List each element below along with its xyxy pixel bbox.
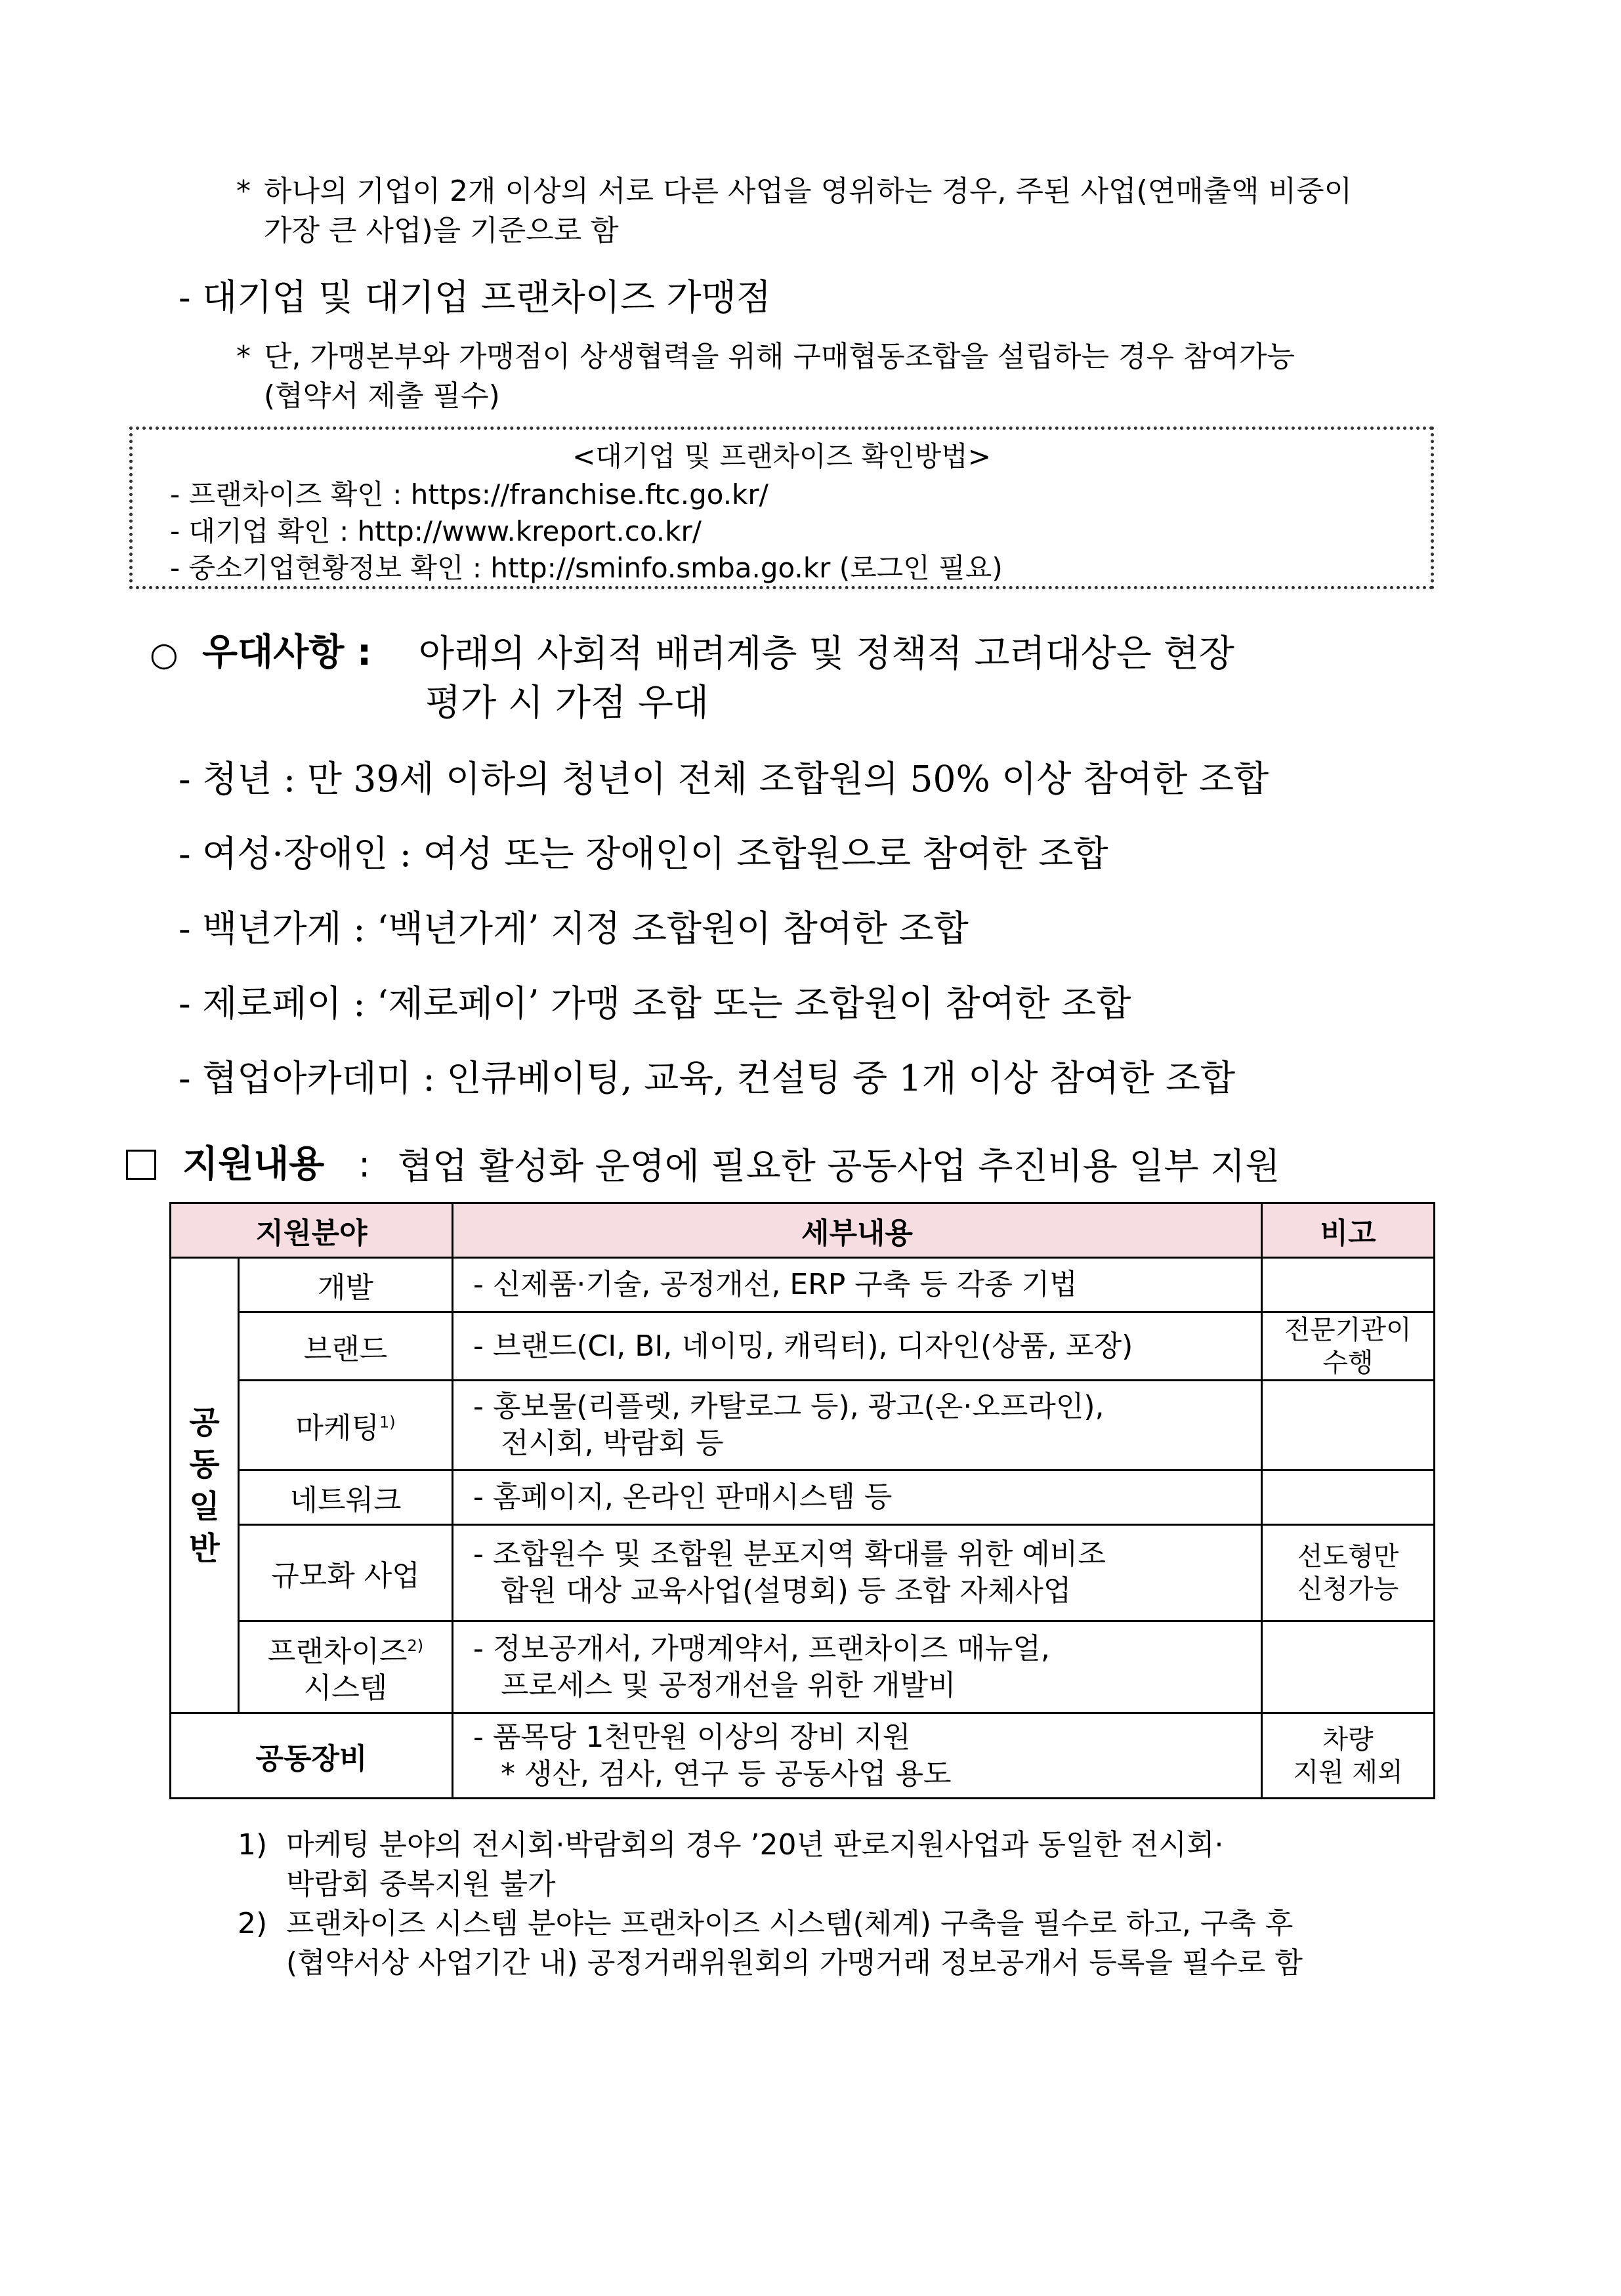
note-cell: [1262, 1258, 1435, 1312]
detail-line: - 브랜드(CI, BI, 네이밍, 캐릭터), 디자인(상품, 포장): [473, 1329, 1133, 1363]
detail-cell: [453, 1621, 1262, 1713]
preference-item-centennial-store: - 백년가게 : ‘백년가게’ 지정 조합원이 참여한 조합: [179, 908, 969, 950]
group-char: 공: [189, 1404, 220, 1441]
preference-label: 우대사항 :: [202, 631, 372, 674]
preference-item-youth: - 청년 : 만 39세 이하의 청년이 전체 조합원의 50% 이상 참여한 조합: [179, 758, 1269, 800]
field-label: 마케팅: [295, 1411, 379, 1445]
detail-cell: [453, 1312, 1262, 1381]
field-cell: [239, 1525, 453, 1621]
header-note: 비고: [1262, 1203, 1435, 1258]
detail-cell: [453, 1258, 1262, 1312]
footnote-ref: 1): [379, 1413, 396, 1432]
detail-line: - 홈페이지, 온라인 판매시스템 등: [473, 1480, 893, 1514]
large-company-note-line2: (협약서 제출 필수): [264, 379, 500, 413]
field-label-line2: 시스템: [303, 1671, 388, 1705]
field-cell: [239, 1471, 453, 1525]
footnote-1-line1: 마케팅 분야의 전시회·박람회의 경우 ’20년 판로지원사업과 동일한 전시회·: [286, 1828, 1224, 1862]
note-cell: [1262, 1525, 1435, 1621]
detail-line: * 생산, 검사, 연구 등 공동사업 용도: [501, 1757, 952, 1791]
note-text: 차량: [1322, 1724, 1374, 1755]
footnote-2-line1: 프랜차이즈 시스템 분야는 프랜차이즈 시스템(체계) 구축을 필수로 하고, 구축 후: [286, 1907, 1294, 1940]
table-row: [171, 1713, 1435, 1799]
footnote-number: 2): [238, 1907, 268, 1940]
detail-cell: [453, 1471, 1262, 1525]
footnote-1-line2: 박람회 중복지원 불가: [286, 1868, 556, 1901]
detail-cell: [453, 1713, 1262, 1799]
preference-text-line1: 아래의 사회적 배려계층 및 정책적 고려대상은 현장: [419, 633, 1234, 675]
footnote-number: 1): [238, 1828, 268, 1862]
note-text: 선도형만 신청가능: [1297, 1541, 1399, 1604]
note-cell: [1262, 1471, 1435, 1525]
circle-bullet: ○: [150, 635, 179, 673]
preference-item-academy: - 협업아카데미 : 인큐베이팅, 교육, 컨설팅 중 1개 이상 참여한 조합: [179, 1057, 1236, 1099]
intro-note-line1: 하나의 기업이 2개 이상의 서로 다른 사업을 영위하는 경우, 주된 사업(연매출액 비중이: [264, 175, 1353, 208]
field-label: 프랜차이즈: [267, 1635, 408, 1669]
detail-cell: [453, 1381, 1262, 1471]
verification-item-sme-info: - 중소기업현황정보 확인 : http://sminfo.smba.go.kr (로그인 필요): [170, 552, 1003, 584]
table-row: [171, 1312, 1435, 1381]
intro-note-line2: 가장 큰 사업)을 기준으로 함: [264, 214, 619, 247]
table-row: [171, 1258, 1435, 1312]
detail-line: 프로세스 및 공정개선을 위한 개발비: [501, 1668, 956, 1702]
verification-item-franchise: - 프랜차이즈 확인 : https://franchise.ftc.go.kr/: [170, 478, 768, 511]
note-cell: [1262, 1713, 1435, 1799]
field-cell: [239, 1312, 453, 1381]
detail-line: 합원 대상 교육사업(설명회) 등 조합 자체사업: [501, 1574, 1072, 1608]
field-cell: [239, 1258, 453, 1312]
field-cell: [239, 1621, 453, 1713]
support-table: [169, 1202, 1435, 1799]
table-row: [171, 1621, 1435, 1713]
table-row: [171, 1381, 1435, 1471]
large-company-note-line1: 단, 가맹본부와 가맹점이 상생협력을 위해 구매협동조합을 설립하는 경우 참여가능: [264, 340, 1295, 373]
table-row: [171, 1471, 1435, 1525]
detail-line: - 품목당 1천만원 이상의 장비 지원: [473, 1720, 911, 1754]
footnote-2-line2: (협약서상 사업기간 내) 공정거래위원회의 가맹거래 정보공개서 등록을 필수로 함: [286, 1946, 1303, 1980]
table-row: [171, 1525, 1435, 1621]
large-company-heading: - 대기업 및 대기업 프랜차이즈 가맹점: [179, 276, 771, 318]
header-detail: 세부내용: [453, 1203, 1262, 1258]
group-char: 일: [189, 1488, 220, 1525]
detail-line: - 조합원수 및 조합원 분포지역 확대를 위한 예비조: [473, 1537, 1106, 1571]
header-field: 지원분야: [171, 1203, 453, 1258]
group-char: 반: [189, 1530, 220, 1567]
support-text: 협업 활성화 운영에 필요한 공동사업 추진비용 일부 지원: [398, 1145, 1280, 1187]
section-checkbox-icon: [126, 1150, 156, 1180]
field-label: 규모화 사업: [271, 1559, 420, 1593]
note-marker: *: [236, 175, 251, 208]
field-label: 브랜드: [303, 1332, 388, 1366]
note-text: 지원 제외: [1293, 1757, 1403, 1787]
support-colon: :: [358, 1144, 371, 1185]
verification-box-title: <대기업 및 프랜차이즈 확인방법>: [572, 440, 991, 472]
preference-item-zeropay: - 제로페이 : ‘제로페이’ 가맹 조합 또는 조합원이 참여한 조합: [179, 982, 1131, 1024]
detail-line: 전시회, 박람회 등: [501, 1427, 724, 1460]
field-label: 공동장비: [255, 1742, 368, 1776]
note-text: 전문기관이 수행: [1284, 1314, 1412, 1378]
preference-item-women-disabled: - 여성·장애인 : 여성 또는 장애인이 조합원으로 참여한 조합: [179, 833, 1108, 875]
verification-item-large-company: - 대기업 확인 : http://www.kreport.co.kr/: [170, 515, 702, 547]
field-cell: [239, 1381, 453, 1471]
field-label: 개발: [318, 1271, 374, 1305]
group-char: 동: [189, 1446, 220, 1483]
preference-text-line2: 평가 시 가점 우대: [425, 682, 709, 724]
field-cell-equipment: [171, 1713, 453, 1799]
field-label: 네트워크: [289, 1484, 402, 1517]
group-label-common: [171, 1258, 239, 1713]
table-header-row: [171, 1203, 1435, 1258]
detail-line: - 정보공개서, 가맹계약서, 프랜차이즈 매뉴얼,: [473, 1631, 1050, 1665]
support-label: 지원내용: [182, 1143, 325, 1186]
note-marker: *: [236, 340, 251, 373]
note-cell: [1262, 1621, 1435, 1713]
detail-line: - 홍보물(리플렛, 카탈로그 등), 광고(온·오프라인),: [473, 1390, 1105, 1423]
note-cell: [1262, 1312, 1435, 1381]
note-cell: [1262, 1381, 1435, 1471]
detail-cell: [453, 1525, 1262, 1621]
footnote-ref: 2): [407, 1636, 424, 1655]
detail-line: - 신제품·기술, 공정개선, ERP 구축 등 각종 기법: [473, 1268, 1078, 1301]
verification-methods-box: [129, 427, 1434, 589]
